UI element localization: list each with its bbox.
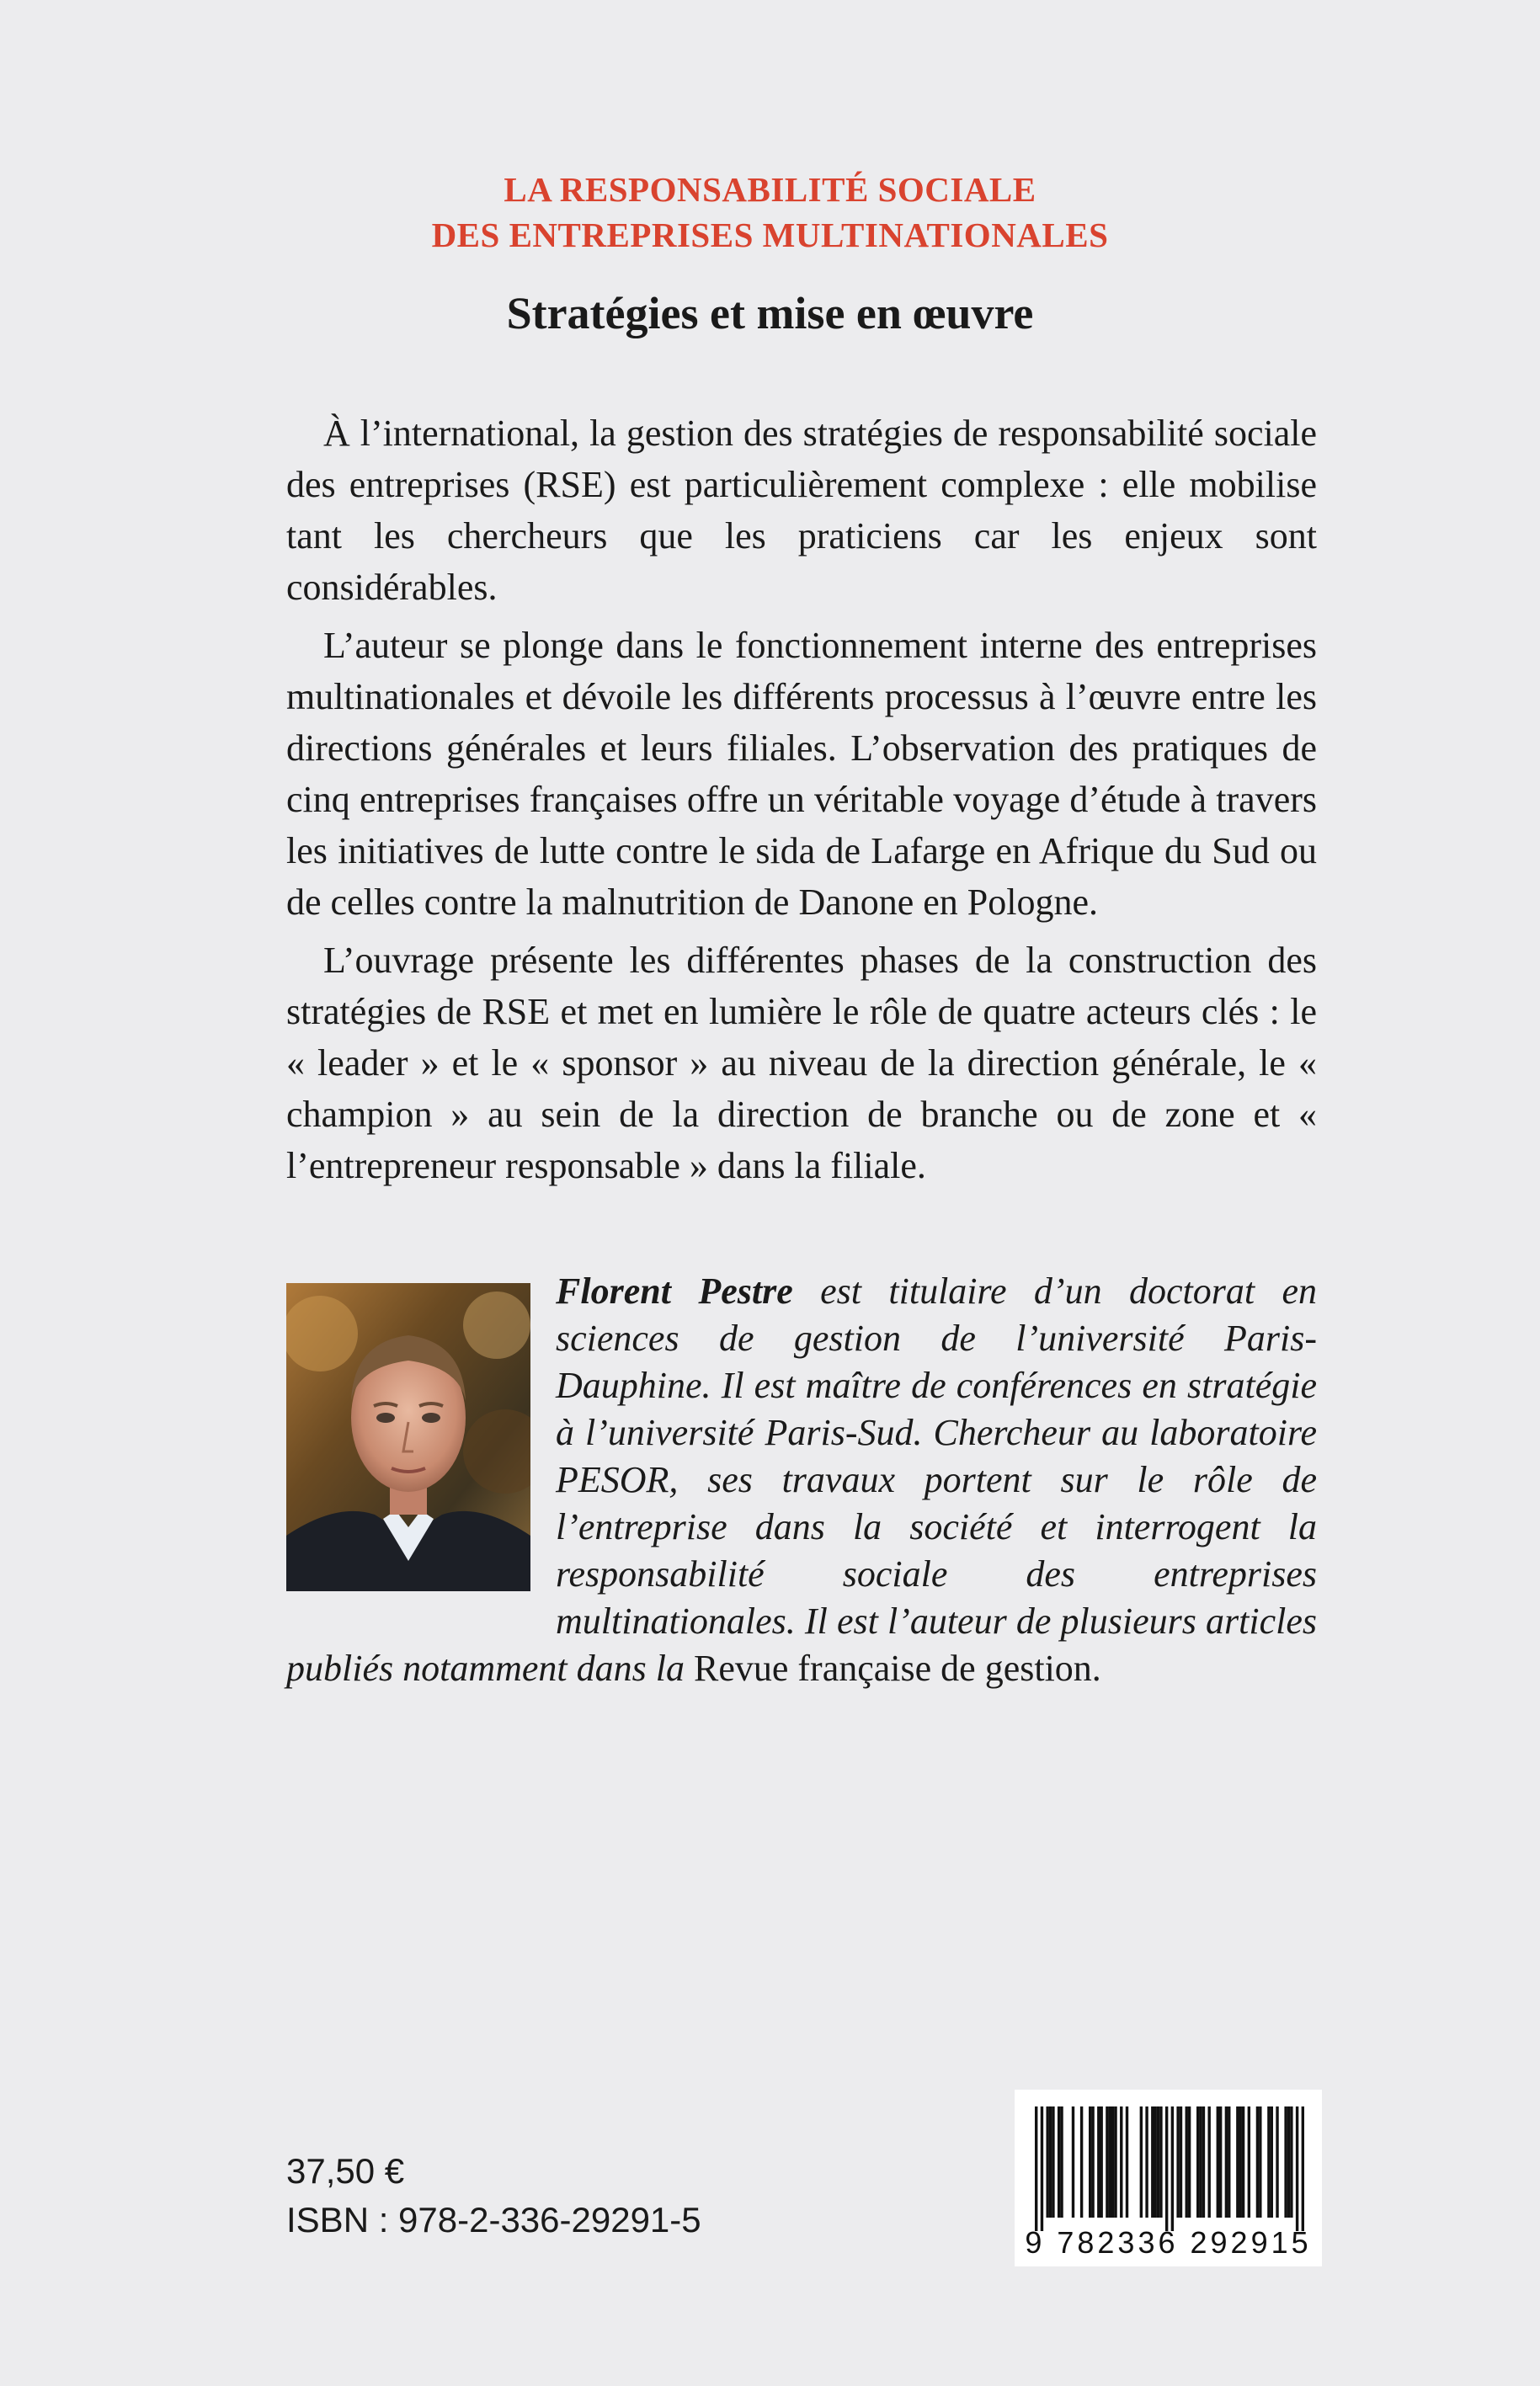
barcode-bar (1248, 2106, 1250, 2218)
barcode-bar (1296, 2106, 1298, 2231)
back-cover-blurb (286, 407, 1317, 1198)
barcode-bar (1151, 2106, 1154, 2218)
barcode-bar (1145, 2106, 1148, 2218)
barcode-bar (1072, 2106, 1074, 2218)
barcode-bar (1176, 2106, 1179, 2218)
barcode-bar (1111, 2106, 1114, 2218)
barcode-bar (1091, 2106, 1094, 2218)
barcode-bar (1035, 2106, 1037, 2231)
barcode-bar (1052, 2106, 1054, 2218)
barcode-digits: 9 782336 292915 (1025, 2225, 1312, 2260)
barcode-bar (1242, 2106, 1244, 2218)
barcode-bar (1089, 2106, 1091, 2218)
barcode-bar (1290, 2106, 1292, 2218)
barcode-bar (1157, 2106, 1159, 2218)
title-line-1: LA RESPONSABILITÉ SOCIALE (504, 170, 1036, 209)
barcode-bar (1239, 2106, 1242, 2218)
barcode-bar (1186, 2106, 1188, 2218)
barcode-bar (1097, 2106, 1100, 2218)
barcode-bar (1219, 2106, 1222, 2218)
barcode-bar (1080, 2106, 1083, 2218)
blurb-paragraph-3: L’ouvrage présente les différentes phases de la construction des stratégies de RSE et met en lumière le rôle de quatre acteurs clés : le « leader » et le « sponsor » au niveau de la direction générale, le « champion » au sein de la direction de branche ou de zone et « l’entrepreneur responsable » dans la filiale. (286, 940, 1317, 1186)
barcode-bar (1236, 2106, 1239, 2218)
barcode-bar (1199, 2106, 1202, 2218)
barcode-bar (1259, 2106, 1261, 2218)
barcode (1015, 2090, 1322, 2266)
barcode-bar (1202, 2106, 1205, 2218)
cover-title (0, 167, 1540, 258)
barcode-bars (1035, 2106, 1304, 2231)
barcode-bar (1256, 2106, 1259, 2218)
barcode-bar (1120, 2106, 1122, 2218)
blurb-paragraph-2: L’auteur se plonge dans le fonctionnement interne des entreprises multinationales et dévoile les différents processus à l’œuvre entre les directions générales et leurs filiales. L’observation des pratiques de cinq entreprises françaises offre un véritable voyage d’étude à travers les initiatives de lutte contre le sida de Lafarge en Afrique du Sud ou de celles contre la malnutrition de Danone en Pologne. (286, 625, 1317, 923)
price: 37,50 € (286, 2151, 405, 2191)
barcode-bar (1284, 2106, 1287, 2218)
barcode-bar (1046, 2106, 1048, 2218)
barcode-bar (1217, 2106, 1219, 2218)
bio-end: . (1091, 1648, 1101, 1689)
barcode-bar (1126, 2106, 1128, 2218)
barcode-bar (1058, 2106, 1060, 2218)
barcode-bar (1049, 2106, 1052, 2218)
barcode-bar (1276, 2106, 1278, 2218)
barcode-bar (1287, 2106, 1290, 2218)
subtitle: Stratégies et mise en œuvre (506, 288, 1034, 338)
barcode-bar (1041, 2106, 1043, 2231)
barcode-bar (1180, 2106, 1182, 2218)
barcode-bar (1188, 2106, 1191, 2218)
author-photo (286, 1283, 530, 1591)
barcode-bar (1196, 2106, 1199, 2218)
barcode-bar (1207, 2106, 1210, 2218)
barcode-bar (1140, 2106, 1143, 2218)
barcode-bar (1100, 2106, 1102, 2218)
barcode-bar (1109, 2106, 1111, 2218)
isbn: ISBN : 978-2-336-29291-5 (286, 2200, 701, 2240)
journal-title: Revue française de gestion (693, 1648, 1092, 1689)
title-line-2: DES ENTREPRISES MULTINATIONALES (431, 216, 1109, 254)
barcode-bar (1165, 2106, 1168, 2231)
barcode-bar (1171, 2106, 1174, 2231)
barcode-bar (1228, 2106, 1230, 2218)
barcode-bar (1225, 2106, 1228, 2218)
barcode-bar (1154, 2106, 1156, 2218)
author-name: Florent Pestre (556, 1270, 793, 1312)
barcode-bar (1271, 2106, 1273, 2218)
barcode-bar (1302, 2106, 1304, 2231)
barcode-bar (1159, 2106, 1162, 2218)
blurb-paragraph-1: À l’international, la gestion des stratégies de responsabilité sociale des entreprises (RSE) est particulièrement complexe : elle mobilise tant les chercheurs que les praticiens car les enjeux sont considérables. (286, 413, 1317, 608)
barcode-bar (1267, 2106, 1270, 2218)
author-bio-text: est titulaire d’un doctorat en sciences de gestion de l’université Paris-Dauphine. Il est maître de conférences en stratégie à l’université Paris-Sud. Chercheur au laboratoire PESOR, ses travaux portent sur le rôle de l’entreprise dans la société et interrogent la responsabilité sociale des entreprises multinationales. Il est l’auteur de plusieurs articles publiés notamment dans la (286, 1270, 1318, 1689)
barcode-bar (1114, 2106, 1116, 2218)
barcode-bar (1060, 2106, 1063, 2218)
barcode-bar (1106, 2106, 1108, 2218)
